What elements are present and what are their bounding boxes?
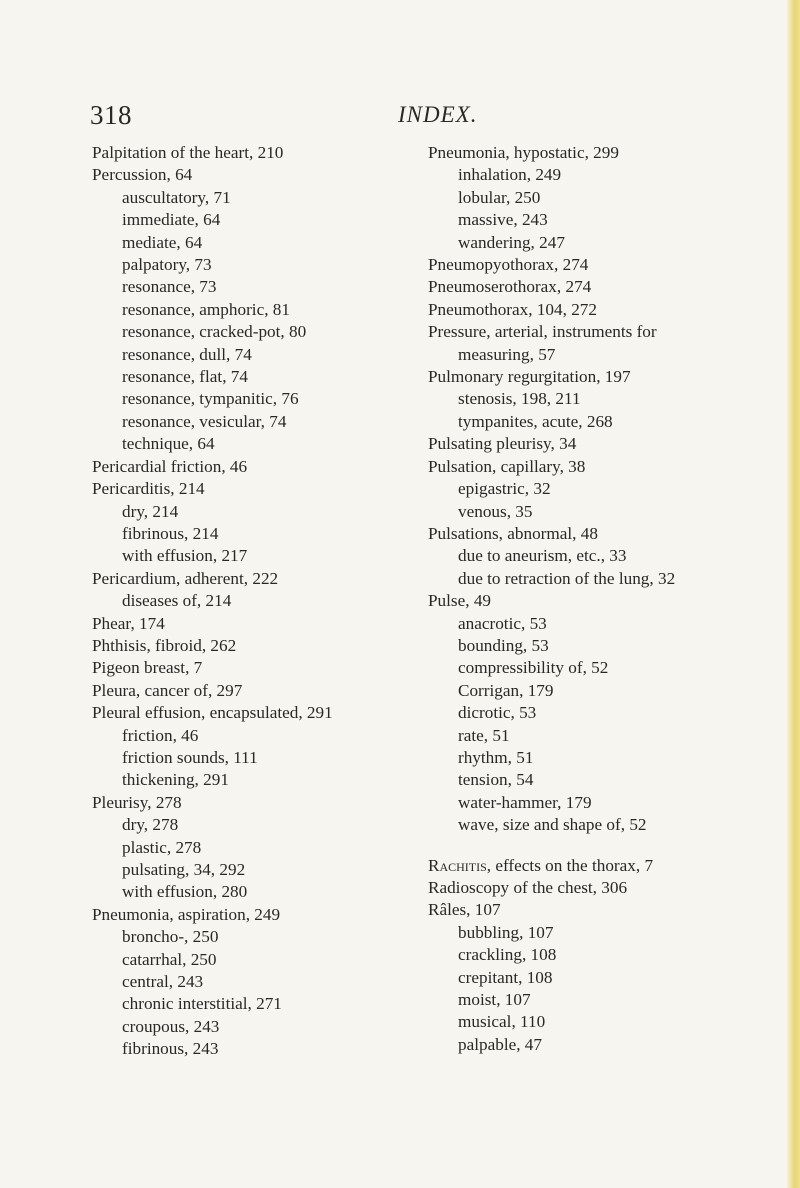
index-subentry: due to retraction of the lung, 32 — [458, 568, 676, 588]
index-subentry: mediate, 64 — [122, 232, 203, 252]
index-column-right — [428, 142, 798, 1056]
index-subentry: musical, 110 — [458, 1012, 546, 1032]
index-subentry: stenosis, 198, 211 — [458, 389, 581, 409]
index-subentry: resonance, cracked-pot, 80 — [122, 322, 307, 342]
index-subentry: with effusion, 217 — [122, 546, 248, 566]
index-subentry: friction sounds, 111 — [122, 747, 258, 767]
index-entry: Palpitation of the heart, 210 — [92, 143, 284, 162]
index-subentry: massive, 243 — [458, 210, 548, 230]
index-entry: Pleura, cancer of, 297 — [92, 680, 243, 700]
index-entry: Pulse, 49 — [428, 591, 492, 611]
index-subentry: compressibility of, 52 — [458, 658, 609, 678]
index-entry: Pigeon breast, 7 — [92, 658, 203, 678]
page-header — [0, 100, 800, 134]
index-entry: Râles, 107 — [428, 900, 501, 920]
index-entry: Phthisis, fibroid, 262 — [92, 635, 237, 655]
index-subentry: broncho-, 250 — [122, 927, 219, 947]
index-subentry: rhythm, 51 — [458, 747, 534, 767]
index-subentry: epigastric, 32 — [458, 479, 551, 499]
index-subentry: resonance, dull, 74 — [122, 344, 252, 364]
index-subentry: moist, 107 — [458, 990, 531, 1010]
index-subentry: pulsating, 34, 292 — [122, 860, 246, 879]
index-entry: Pleural effusion, encapsulated, 291 — [92, 703, 333, 723]
index-subentry: bubbling, 107 — [458, 922, 554, 942]
index-subentry: venous, 35 — [458, 501, 533, 521]
index-subentry: rate, 51 — [458, 725, 510, 745]
index-entry: Pulsation, capillary, 38 — [428, 456, 586, 476]
index-entry: Pneumopyothorax, 274 — [428, 255, 589, 275]
index-entry: Pleurisy, 278 — [92, 792, 182, 812]
index-subentry: water-hammer, 179 — [458, 792, 592, 812]
index-subentry: resonance, vesicular, 74 — [122, 411, 287, 431]
index-entry: Pneumonia, aspiration, 249 — [92, 904, 281, 924]
index-subentry: Corrigan, 179 — [458, 680, 554, 700]
index-subentry: central, 243 — [122, 972, 204, 992]
index-subentry: technique, 64 — [122, 434, 215, 454]
index-subentry: wandering, 247 — [458, 232, 565, 252]
index-subentry: resonance, amphoric, 81 — [122, 299, 290, 319]
index-subentry: diseases of, 214 — [122, 591, 232, 611]
index-subentry: due to aneurism, etc., 33 — [458, 546, 627, 566]
index-subentry: measuring, 57 — [458, 344, 556, 364]
index-subentry: resonance, tympanitic, 76 — [122, 389, 299, 409]
index-entry: Radioscopy of the chest, 306 — [428, 878, 628, 897]
index-subentry: wave, size and shape of, 52 — [458, 815, 647, 835]
index-subentry: auscultatory, 71 — [122, 187, 231, 207]
index-subentry: bounding, 53 — [458, 635, 549, 655]
index-subentry: resonance, flat, 74 — [122, 367, 248, 387]
index-entry: Pneumonia, hypostatic, 299 — [428, 143, 619, 162]
index-subentry: palpatory, 73 — [122, 255, 212, 275]
index-subentry: dry, 214 — [122, 501, 179, 521]
index-entry: Pericarditis, 214 — [92, 479, 205, 499]
index-subentry: with effusion, 280 — [122, 882, 248, 902]
index-subentry: croupous, 243 — [122, 1016, 220, 1036]
index-subentry: inhalation, 249 — [458, 165, 562, 185]
index-subentry: catarrhal, 250 — [122, 949, 217, 969]
index-subentry: friction, 46 — [122, 725, 199, 745]
index-subentry: fibrinous, 214 — [122, 523, 219, 543]
index-entry: Pulsating pleurisy, 34 — [428, 434, 577, 454]
index-subentry: immediate, 64 — [122, 210, 221, 230]
index-subentry: palpable, 47 — [458, 1034, 542, 1054]
index-column-left — [92, 142, 412, 1061]
index-entry: Pulsations, abnormal, 48 — [428, 523, 598, 543]
index-subentry: plastic, 278 — [122, 837, 202, 857]
index-entry: Pressure, arterial, instruments for — [428, 322, 657, 342]
index-entry: Pericardium, adherent, 222 — [92, 568, 279, 588]
index-subentry: crackling, 108 — [458, 945, 557, 965]
section-gap — [428, 837, 798, 855]
index-entry: Percussion, 64 — [92, 165, 193, 185]
index-subentry: dry, 278 — [122, 815, 179, 835]
index-entry: Pulmonary regurgitation, 197 — [428, 367, 631, 387]
index-entry: Pericardial friction, 46 — [92, 456, 248, 476]
index-subentry: lobular, 250 — [458, 187, 541, 207]
running-title: INDEX. — [398, 102, 478, 127]
index-entry: Pneumoserothorax, 274 — [428, 277, 592, 297]
index-subentry: resonance, 73 — [122, 277, 217, 297]
index-entry: Phear, 174 — [92, 613, 165, 633]
index-subentry: thickening, 291 — [122, 770, 229, 790]
index-entry: Rachitis, effects on the thorax, 7 — [428, 855, 654, 875]
index-subentry: tension, 54 — [458, 770, 534, 790]
index-entry: Pneumothorax, 104, 272 — [428, 299, 597, 319]
index-subentry: anacrotic, 53 — [458, 613, 547, 633]
index-subentry: crepitant, 108 — [458, 967, 553, 987]
page-number: 318 — [90, 100, 132, 130]
index-subentry: fibrinous, 243 — [122, 1039, 219, 1059]
index-subentry: tympanites, acute, 268 — [458, 411, 613, 431]
index-subentry: dicrotic, 53 — [458, 703, 537, 723]
index-subentry: chronic interstitial, 271 — [122, 994, 282, 1014]
